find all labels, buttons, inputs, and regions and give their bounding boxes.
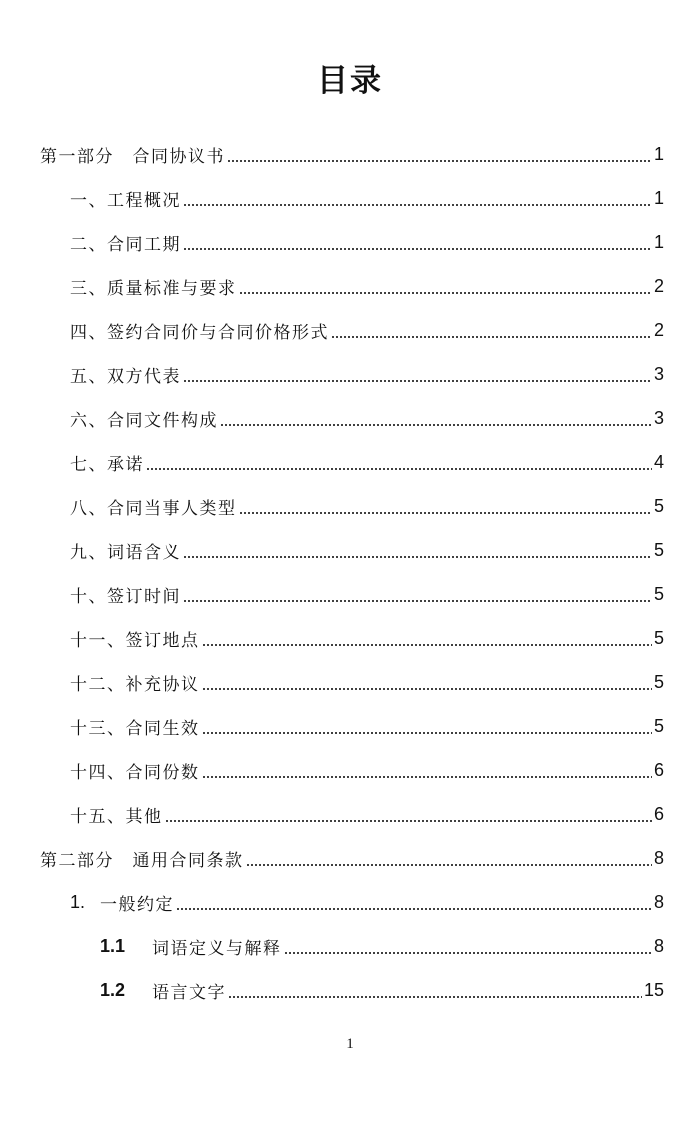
toc-entry-label: 五、双方代表 [70,366,181,387]
dot-leader [246,864,652,866]
toc-entry-label: 第一部分 合同协议书 [40,146,225,167]
dot-leader [183,204,652,206]
toc-entry-page: 3 [653,363,664,384]
footer-page-number: 1 [346,1036,354,1052]
toc-entry-4[interactable] [70,308,664,352]
toc-entry-label: 一般约定 [100,894,174,915]
dot-leader [202,732,652,734]
dot-leader [227,160,652,162]
dot-leader [220,424,652,426]
toc-entry-page: 5 [653,539,664,560]
toc-entry-label: 十二、补充协议 [70,674,200,695]
toc-entry-section-1-2[interactable] [100,968,664,1012]
toc-entry-11[interactable] [70,616,664,660]
toc-entry-label: 一、工程概况 [70,190,181,211]
dot-leader [183,248,652,250]
toc-entry-section-1[interactable] [70,880,664,924]
dot-leader [183,600,652,602]
toc-entry-13[interactable] [70,704,664,748]
toc-entry-3[interactable] [70,264,664,308]
toc-entry-page: 1 [653,187,664,208]
toc-entry-10[interactable] [70,572,664,616]
dot-leader [202,644,652,646]
toc-entry-label: 十五、其他 [70,806,163,827]
toc-entry-label: 十一、签订地点 [70,630,200,651]
toc-entry-label: 二、合同工期 [70,234,181,255]
toc-entry-label: 六、合同文件构成 [70,410,218,431]
toc-entry-5[interactable] [70,352,664,396]
toc-entry-page: 1 [653,143,664,164]
toc-entry-number: 1.2 [100,979,126,1000]
dot-leader [202,776,652,778]
toc-entry-label: 十、签订时间 [70,586,181,607]
toc-entry-page: 1 [653,231,664,252]
toc-entry-number: 1.1 [100,935,126,956]
dot-leader [239,512,652,514]
dot-leader [331,336,652,338]
dot-leader [176,908,652,910]
toc-entry-8[interactable] [70,484,664,528]
toc-entry-label: 八、合同当事人类型 [70,498,237,519]
toc-entry-page: 5 [653,495,664,516]
toc-entry-1[interactable] [70,176,664,220]
toc-entry-page: 5 [653,671,664,692]
dot-leader [202,688,652,690]
toc-entry-page: 8 [653,891,664,912]
toc-entry-page: 5 [653,583,664,604]
toc-entry-label: 词语定义与解释 [152,938,282,959]
dot-leader [183,380,652,382]
toc-entry-label: 第二部分 通用合同条款 [40,850,244,871]
dot-leader [165,820,652,822]
toc-entry-part-2[interactable] [40,836,664,880]
dot-leader [183,556,652,558]
page-title: 目录 [317,63,383,99]
toc-entry-2[interactable] [70,220,664,264]
toc-entry-9[interactable] [70,528,664,572]
toc-entry-page: 4 [653,451,664,472]
toc-entry-label: 十四、合同份数 [70,762,200,783]
toc-entry-page: 2 [653,275,664,296]
toc-entry-6[interactable] [70,396,664,440]
dot-leader [284,952,652,954]
dot-leader [228,996,642,998]
toc-entry-page: 6 [653,759,664,780]
toc-entry-part-1[interactable] [40,132,664,176]
toc-entry-page: 8 [653,847,664,868]
toc-entry-page: 6 [653,803,664,824]
toc-entry-page: 2 [653,319,664,340]
toc-entry-page: 15 [643,979,664,1000]
toc-entry-page: 5 [653,715,664,736]
toc-entry-number: 1. [70,891,86,912]
toc-entry-label: 四、签约合同价与合同价格形式 [70,322,329,343]
toc-entry-label: 语言文字 [152,982,226,1003]
toc-entry-label: 十三、合同生效 [70,718,200,739]
dot-leader [239,292,652,294]
toc-entry-page: 8 [653,935,664,956]
toc-entry-label: 九、词语含义 [70,542,181,563]
dot-leader [146,468,652,470]
toc-entry-page: 5 [653,627,664,648]
toc-entry-15[interactable] [70,792,664,836]
toc-entry-label: 七、承诺 [70,454,144,475]
toc-entry-page: 3 [653,407,664,428]
toc-entry-14[interactable] [70,748,664,792]
toc-entry-7[interactable] [70,440,664,484]
toc-entry-label: 三、质量标准与要求 [70,278,237,299]
toc-entry-12[interactable] [70,660,664,704]
toc-entry-section-1-1[interactable] [100,924,664,968]
